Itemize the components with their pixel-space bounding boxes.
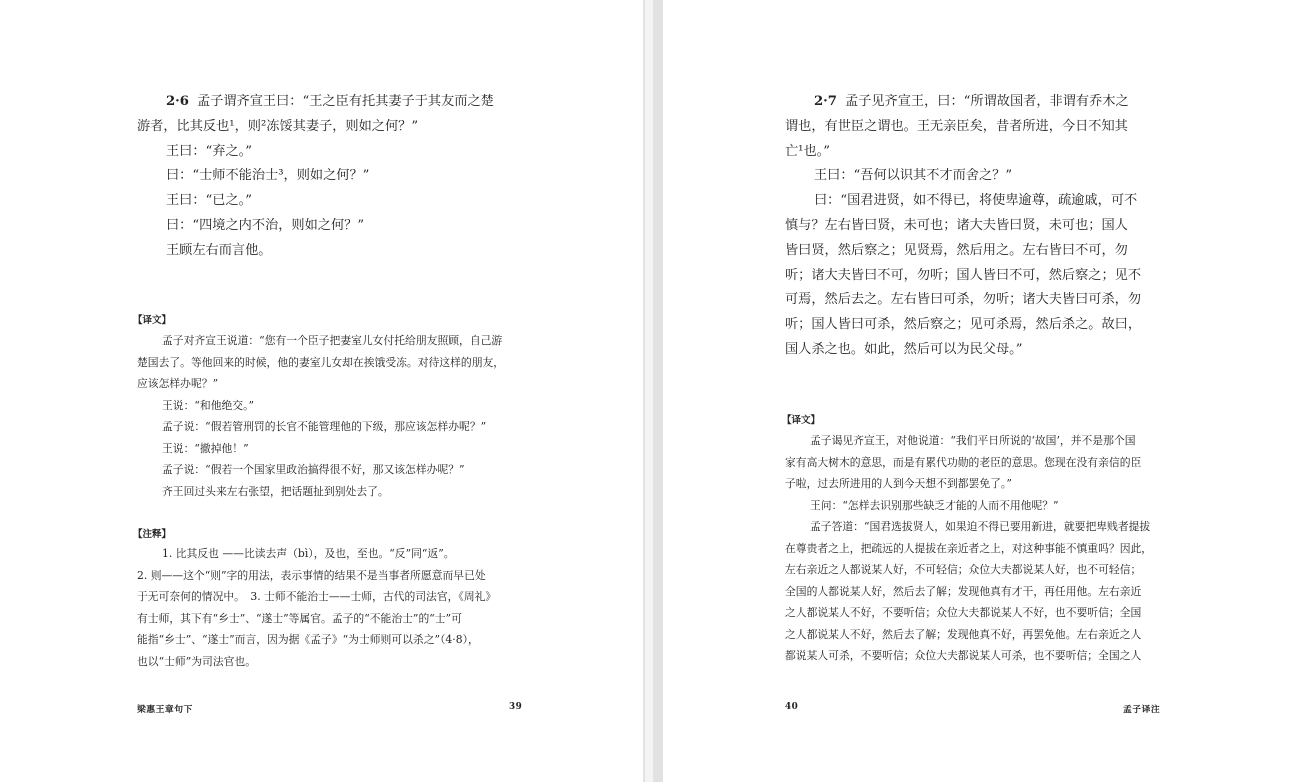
translation-line: 在尊贵者之上，把疏远的人提拔在亲近者之上，对这种事能不慎重吗？因此， — [785, 541, 1153, 555]
main-line: 国人杀之也。如此，然后可以为民父母。” — [785, 341, 1023, 357]
main-line: 亡¹也。” — [785, 143, 830, 159]
page-number: 39 — [509, 702, 523, 712]
footer-chapter-title: 梁惠王章句下 — [137, 705, 193, 715]
right-page — [663, 0, 1313, 782]
main-line: 2·6 孟子谓齐宣王曰：“王之臣有托其妻子于其友而之楚 — [166, 94, 494, 109]
translation-line: 左右亲近之人都说某人好，不可轻信；众位大夫都说某人好，也不可轻信； — [785, 563, 1142, 576]
note-line: 有士师，其下有“乡士”、“遂士”等属官。孟子的“不能治士”的“士”可 — [137, 611, 462, 625]
main-line: 可焉，然后去之。左右皆曰可杀，勿听；诸大夫皆曰可杀，勿 — [785, 292, 1142, 308]
main-line: 听；诸大夫皆曰不可，勿听；国人皆曰不可，然后察之；见不 — [785, 267, 1142, 283]
translation-line: 王说：“撤掉他！” — [162, 441, 249, 455]
translation-heading: 【译文】 — [782, 415, 821, 426]
main-line: 曰：“士师不能治士³，则如之何？” — [166, 168, 370, 184]
notes-heading: 【注释】 — [133, 529, 172, 540]
translation-heading: 【译文】 — [133, 315, 172, 326]
note-line: 2. 则——这个“则”字的用法，表示事情的结果不是当事者所愿意而早已处 — [137, 568, 486, 582]
translation-line: 应该怎样办呢？” — [137, 377, 219, 390]
main-text-2-6 — [137, 90, 494, 264]
translation-line: 孟子说：“假若一个国家里政治搞得很不好，那又该怎样办呢？” — [162, 463, 465, 476]
left-page — [0, 0, 643, 782]
main-line: 曰：“四境之内不治，则如之何？” — [166, 217, 365, 233]
main-line: 曰：“国君进贤，如不得已，将使卑逾尊，疏逾戚，可不 — [814, 193, 1138, 209]
translation-line: 楚国去了。等他回来的时候，他的妻室儿女却在挨饿受冻。对待这样的朋友， — [137, 355, 505, 369]
translation-line: 全国的人都说某人好，然后去了解；发现他真有才干，再任用他。左右亲近 — [785, 584, 1142, 598]
page-number: 40 — [785, 702, 799, 712]
main-line: 王曰：“吾何以识其不才而舍之？” — [814, 168, 1013, 184]
translation-line: 孟子对齐宣王说道：“您有一个臣子把妻室儿女付托给朋友照顾，自己游 — [162, 334, 503, 347]
notes-text — [137, 543, 496, 672]
note-line: 能指“乡士”、“遂士”而言，因为据《孟子》“为士师则可以杀之”（4·8）， — [137, 633, 479, 646]
translation-line: 之人都说某人不好，不要听信；众位大夫都说某人不好，也不要听信；全国 — [785, 606, 1142, 619]
main-line: 游者，比其反也¹，则²冻馁其妻子，则如之何？” — [137, 118, 419, 134]
main-line: 王曰：“已之。” — [166, 193, 253, 209]
footer-book-title: 孟子译注 — [1123, 705, 1161, 715]
translation-text — [137, 330, 504, 502]
translation-line: 子啦，过去所进用的人到今天想不到都罢免了。” — [785, 477, 1012, 490]
main-line: 王曰：“弃之。” — [166, 143, 253, 159]
translation-line: 王问：“怎样去识别那些缺乏才能的人而不用他呢？” — [810, 498, 1059, 512]
translation-line: 王说：“和他绝交。” — [162, 398, 255, 412]
translation-line: 齐王回过头来左右张望，把话题扯到别处去了。 — [162, 484, 389, 498]
translation-line: 孟子谒见齐宣王，对他说道：“我们平日所说的‘故国’，并不是那个国 — [810, 434, 1136, 447]
main-line: 听；国人皆曰可杀，然后察之；见可杀焉，然后杀之。故曰， — [785, 317, 1142, 333]
translation-line: 之人都说某人不好，然后去了解；发现他真不好，再罢免他。左右亲近之人 — [785, 627, 1142, 641]
main-line: 皆曰贤，然后察之；见贤焉，然后用之。左右皆曰不可，勿 — [785, 242, 1128, 258]
main-line: 谓也，有世臣之谓也。王无亲臣矣，昔者所进，今日不知其 — [785, 118, 1128, 134]
gutter-scrollbar[interactable] — [645, 0, 653, 782]
translation-line: 孟子说：“假若管刑罚的长官不能管理他的下级，那应该怎样办呢？” — [162, 420, 487, 433]
main-line: 慎与？左右皆曰贤，未可也；诸大夫皆曰贤，未可也；国人 — [785, 217, 1128, 233]
note-line: 1. 比其反也 ——比读去声（bì），及也，至也。“反”同“返”。 — [162, 547, 455, 560]
section-number: 2·7 — [814, 94, 837, 109]
main-line: 王顾左右而言他。 — [166, 242, 272, 258]
section-number: 2·6 — [166, 94, 189, 109]
note-line: 于无可奈何的情况中。 3. 士师不能治士——士师，古代的司法官，《周礼》 — [137, 590, 497, 603]
translation-line: 孟子答道：“国君选拔贤人，如果迫不得已要用新进，就要把卑贱者提拔 — [810, 520, 1151, 533]
main-line: 2·7 孟子见齐宣王，曰：“所谓故国者，非谓有乔木之 — [814, 94, 1129, 109]
translation-text — [785, 430, 1152, 667]
translation-line: 家有高大树木的意思，而是有累代功勋的老臣的意思。您现在没有亲信的臣 — [785, 455, 1142, 469]
note-line: 也以“士师”为司法官也。 — [137, 654, 257, 668]
main-text-2-7 — [785, 90, 1141, 363]
translation-line: 都说某人可杀，不要听信；众位大夫都说某人可杀，也不要听信；全国之人 — [785, 649, 1142, 662]
